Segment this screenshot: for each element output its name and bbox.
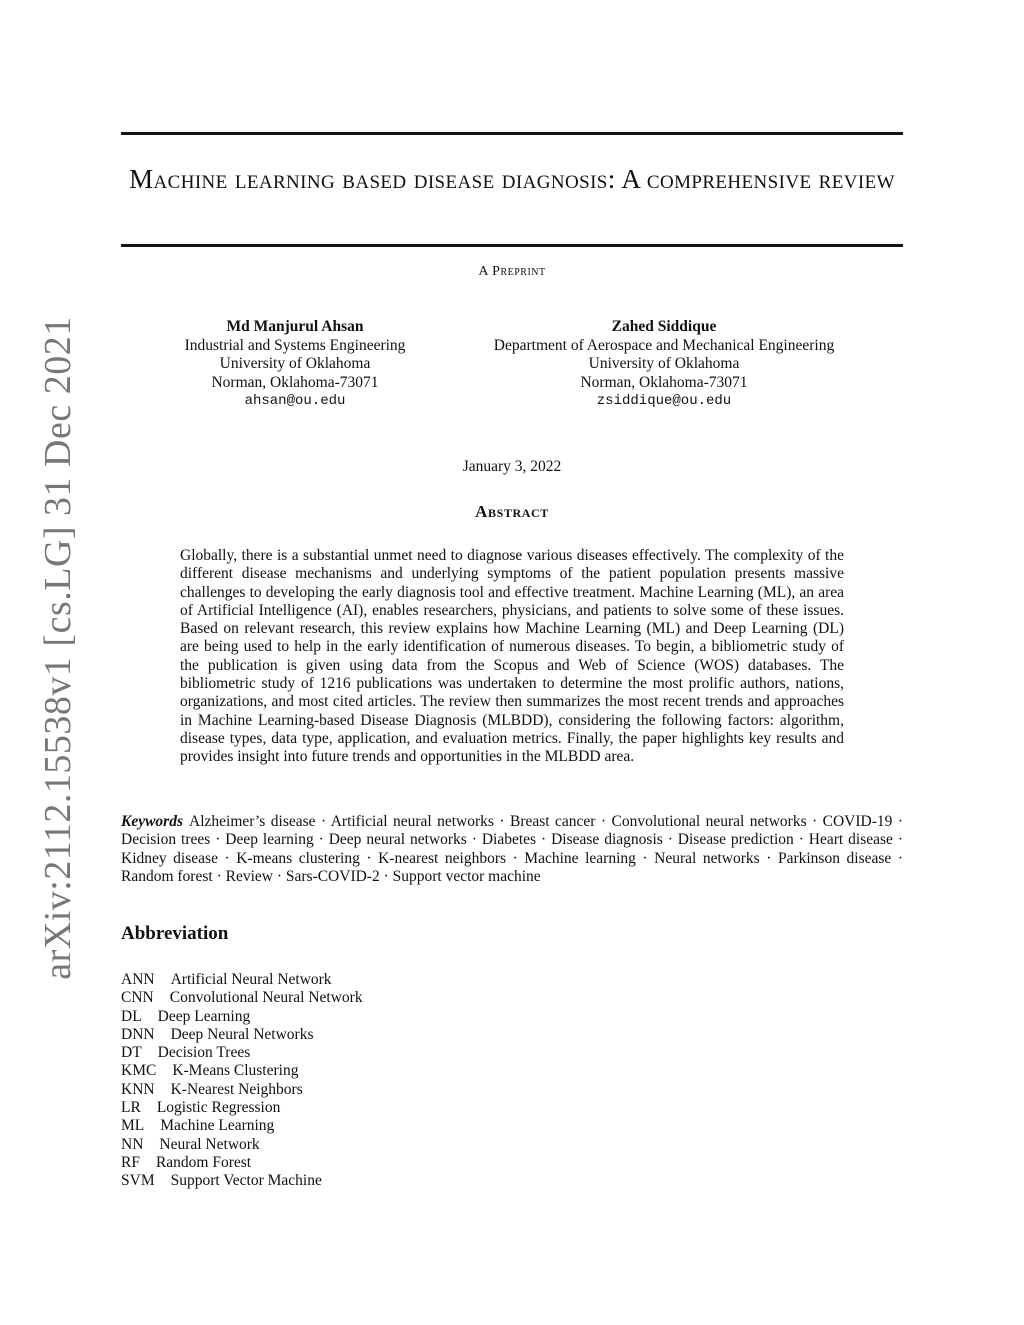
abbreviation-term: RF	[121, 1153, 140, 1171]
title-rule-bottom	[121, 244, 903, 247]
paper-date: January 3, 2022	[462, 458, 562, 475]
paper-title: Machine learning based disease diagnosis: A comprehensive review	[129, 164, 895, 194]
title-rule-top	[121, 132, 903, 135]
author-email[interactable]: zsiddique@ou.edu	[596, 393, 732, 409]
abbreviation-term: NN	[121, 1135, 144, 1153]
abbreviation-row	[121, 1154, 363, 1172]
abbreviation-list	[121, 971, 363, 1191]
author-department: Department of Aerospace and Mechanical Engineering	[493, 336, 835, 354]
arxiv-side-stamp: arXiv:2112.15538v1 [cs.LG] 31 Dec 2021	[37, 316, 79, 980]
author-name: Md Manjurul Ahsan	[226, 318, 364, 335]
abbreviation-row	[121, 1136, 363, 1154]
abbreviation-row	[121, 1081, 363, 1099]
keywords-section	[121, 813, 903, 886]
abbreviation-expansion: Logistic Regression	[156, 1099, 281, 1117]
abstract-text: Globally, there is a substantial unmet need to diagnose various diseases effectively. The complexity of the different disease mechanisms and underlying symptoms of the patient population presents massive challenges to developing the early diagnosis tool and effective treatment. Machine Learning (ML), an area of Artificial Intelligence (AI), enables researchers, physicians, and patients to solve some of these issues. Based on relevant research, this review explains how Machine Learning (ML) and Deep Learning (DL) are being used to help in the early identification of numerous diseases. To begin, a bibliometric study of the publication is given using data from the Scopus and Web of Science (WOS) databases. The bibliometric study of 1216 publications was undertaken to determine the most prolific authors, nations, organizations, and most cited articles. The review then summarizes the most recent trends and approaches in Machine Learning-based Disease Diagnosis (MLBDD), considering the following factors: algorithm, disease types, data type, application, and evaluation metrics. Finally, the paper highlights key results and provides insight into future trends and opportunities in the MLBDD area.	[180, 547, 844, 766]
abbreviation-expansion: Convolutional Neural Network	[169, 989, 363, 1007]
abbreviation-term: ANN	[121, 971, 155, 988]
author-location: Norman, Oklahoma-73071	[580, 373, 748, 391]
author-department: Industrial and Systems Engineering	[184, 336, 406, 354]
abstract-heading: Abstract	[475, 502, 549, 521]
abbreviation-expansion: Random Forest	[155, 1153, 252, 1171]
abbreviation-row	[121, 1008, 363, 1026]
abbreviation-term: DNN	[121, 1025, 155, 1043]
abbreviation-row	[121, 1062, 363, 1080]
abbreviation-row	[121, 1099, 363, 1117]
author-university: University of Oklahoma	[219, 355, 371, 372]
abbreviation-row	[121, 1172, 363, 1190]
abbreviation-term: DL	[121, 1007, 142, 1025]
author-location: Norman, Oklahoma-73071	[211, 373, 379, 391]
abbreviation-expansion: Deep Neural Networks	[170, 1025, 314, 1043]
abbreviation-term: ML	[121, 1117, 145, 1135]
abbreviation-term: KMC	[121, 1062, 157, 1080]
abbreviation-term: LR	[121, 1099, 141, 1117]
abbreviation-expansion: K-Means Clustering	[172, 1062, 299, 1080]
abbreviation-expansion: K-Nearest Neighbors	[170, 1080, 303, 1098]
keywords-text: Alzheimer’s disease · Artificial neural networks · Breast cancer · Convolutional neural networks · COVID-19 · Decision trees · Deep learning · Deep neural networks · Diabetes · Disease diagnosis · Disease prediction · Heart disease · Kidney disease · K-means clustering · K-nearest neighbors · Machine learning · Neural networks · Parkinson disease · Random forest · Review · Sars-COVID-2 · Support vector machine	[121, 813, 903, 885]
abbreviation-row	[121, 1044, 363, 1062]
abbreviation-expansion: Neural Network	[159, 1135, 260, 1153]
keywords-label: Keywords	[121, 813, 183, 830]
abbreviation-expansion: Decision Trees	[157, 1044, 251, 1062]
abbreviation-expansion: Machine Learning	[160, 1117, 275, 1135]
abbreviation-term: KNN	[121, 1080, 155, 1098]
abbreviation-expansion: Artificial Neural Network	[170, 971, 332, 988]
author-name: Zahed Siddique	[611, 318, 717, 335]
abbreviation-expansion: Support Vector Machine	[170, 1172, 322, 1190]
author-email[interactable]: ahsan@ou.edu	[244, 393, 346, 409]
abbreviation-row	[121, 971, 363, 989]
abbreviation-row	[121, 1117, 363, 1135]
abbreviation-expansion: Deep Learning	[157, 1007, 251, 1025]
abbreviation-term: DT	[121, 1044, 142, 1062]
abbreviation-term: SVM	[121, 1172, 155, 1190]
abbreviation-term: CNN	[121, 989, 154, 1007]
abbreviation-row	[121, 989, 363, 1007]
author-block-2	[455, 318, 873, 411]
abbreviation-heading: Abbreviation	[121, 923, 229, 944]
abbreviation-row	[121, 1026, 363, 1044]
author-block-1	[150, 318, 440, 411]
preprint-label: A Preprint	[478, 264, 546, 279]
author-university: University of Oklahoma	[588, 355, 740, 372]
